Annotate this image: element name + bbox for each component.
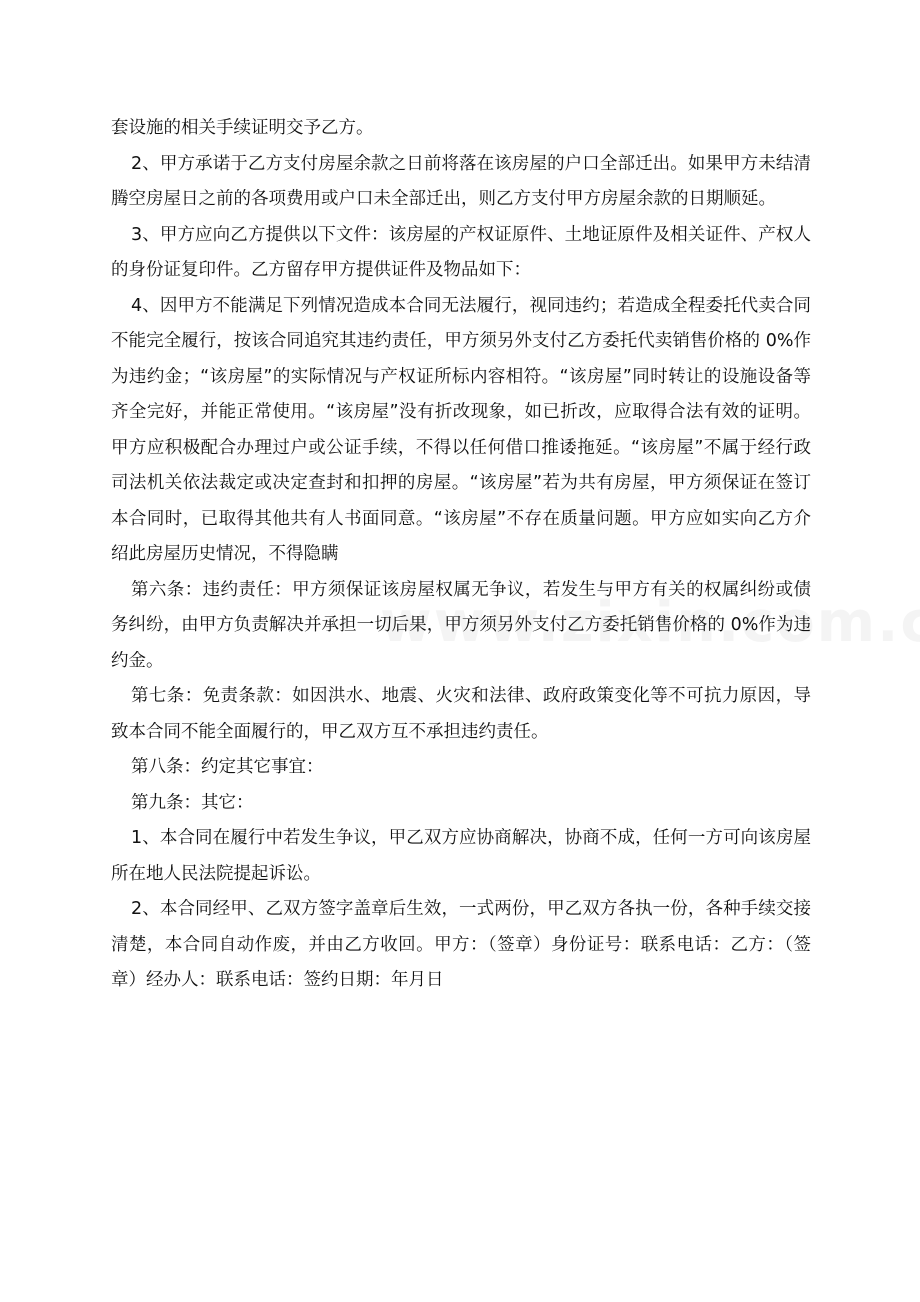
paragraph-article-8: 第八条：约定其它事宜：	[131, 757, 324, 777]
paragraph-article-9: 第九条：其它：	[131, 792, 254, 813]
paragraph-article-9-item-2: 2、本合同经甲、乙双方签字盖章后生效，一式两份，甲乙双方各执一份，各种手续交接清楚，本合同自动作废，并由乙方收回。甲方：（签章）身份证号：联系电话：乙方：（签章）经办人：联系电话：签约日期：年月日	[111, 899, 811, 990]
paragraph-clause-4: 4、因甲方不能满足下列情况造成本合同无法履行，视同违约；若造成全程委托代卖合同不能完全履行，按该合同追究其违约责任，甲方须另外支付乙方委托代卖销售价格的 0%作为违约金；“该房屋”的实际情况与产权证所标内容相符。“该房屋”同时转让的设施设备等齐全完好，并能正常使用。“该房屋”没有折改现象，如已折改，应取得合法有效的证明。甲方应积极配合办理过户或公证手续，不得以任何借口推诿拖延。“该房屋”不属于经行政司法机关依法裁定或决定查封和扣押的房屋。“该房屋”若为共有房屋，甲方须保证在签订本合同时，已取得其他共有人书面同意。“该房屋”不存在质量问题。甲方应如实向乙方介绍此房屋历史情况，不得隐瞒	[111, 295, 811, 564]
paragraph-continuation: 套设施的相关手续证明交予乙方。	[111, 118, 374, 138]
paragraph-clause-2: 2、甲方承诺于乙方支付房屋余款之日前将落在该房屋的户口全部迁出。如果甲方未结清腾空房屋日之前的各项费用或户口未全部迁出，则乙方支付甲方房屋余款的日期顺延。	[111, 153, 811, 209]
paragraph-article-9-item-1: 1、本合同在履行中若发生争议，甲乙双方应协商解决，协商不成，任何一方可向该房屋所在地人民法院提起诉讼。	[111, 828, 811, 884]
document-body	[111, 111, 811, 999]
paragraph-article-6: 第六条：违约责任：甲方须保证该房屋权属无争议，若发生与甲方有关的权属纠纷或债务纠纷，由甲方负责解决并承担一切后果，甲方须另外支付乙方委托销售价格的 0%作为违约金。	[111, 579, 811, 671]
paragraph-article-7: 第七条：免责条款：如因洪水、地震、火灾和法律、政府政策变化等不可抗力原因，导致本合同不能全面履行的，甲乙双方互不承担违约责任。	[111, 686, 811, 742]
paragraph-clause-3: 3、甲方应向乙方提供以下文件：该房屋的产权证原件、土地证原件及相关证件、产权人的身份证复印件。乙方留存甲方提供证件及物品如下：	[111, 224, 811, 280]
